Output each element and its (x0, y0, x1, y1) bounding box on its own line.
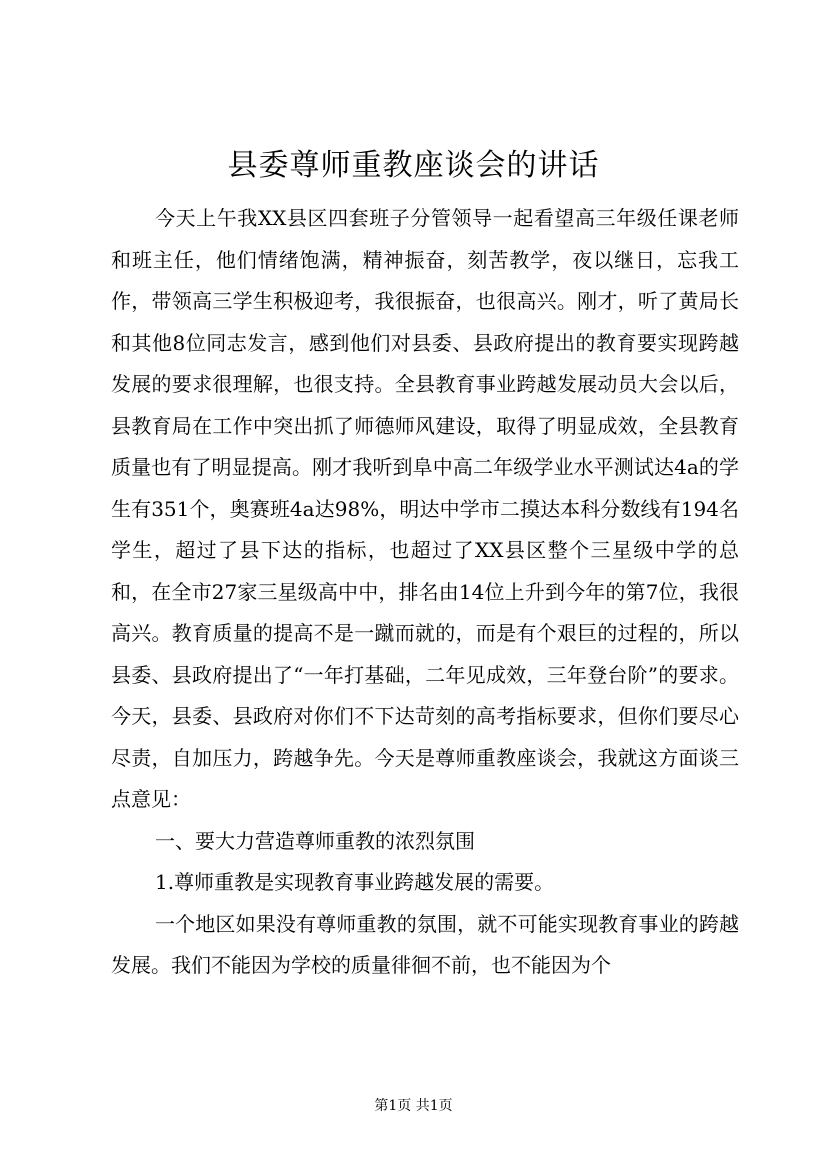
subsection-heading-1-1: 1.尊师重教是实现教育事业跨越发展的需要。 (155, 870, 555, 894)
paragraph-body: 一个地区如果没有尊师重教的氛围，就不可能实现教育事业的跨越发展。我们不能因为学校的质量徘徊不前，也不能因为个 (111, 911, 739, 977)
paragraph-intro: 今天上午我XX县区四套班子分管领导一起看望高三年级任课老师和班主任，他们情绪饱满，精神振奋，刻苦教学，夜以继日，忘我工作，带领高三学生积极迎考，我很振奋，也很高兴。刚才，听了黄局长和其他8位同志发言，感到他们对县委、县政府提出的教育要实现跨越发展的要求很理解，也很支持。全县教育事业跨越发展动员大会以后，县教育局在工作中突出抓了师德师风建设，取得了明显成效，全县教育质量也有了明显提高。刚才我听到阜中高二年级学业水平测试达4a的学生有351个，奥赛班4a达98%，明达中学市二摸达本科分数线有194名学生，超过了县下达的指标，也超过了XX县区整个三星级中学的总和，在全市27家三星级高中中，排名由14位上升到今年的第7位，我很高兴。教育质量的提高不是一蹴而就的，而是有个艰巨的过程的，所以县委、县政府提出了“一年打基础，二年见成效，三年登台阶”的要求。今天，县委、县政府对你们不下达苛刻的高考指标要求，但你们要尽心尽责，自加压力，跨越争先。今天是尊师重教座谈会，我就这方面谈三点意见： (111, 206, 739, 811)
page-footer: 第1页 共1页 (374, 1098, 453, 1114)
document-title: 县委尊师重教座谈会的讲话 (227, 148, 600, 183)
section-heading-1: 一、要大力营造尊师重教的浓烈氛围 (155, 828, 475, 853)
document-body (111, 198, 739, 987)
